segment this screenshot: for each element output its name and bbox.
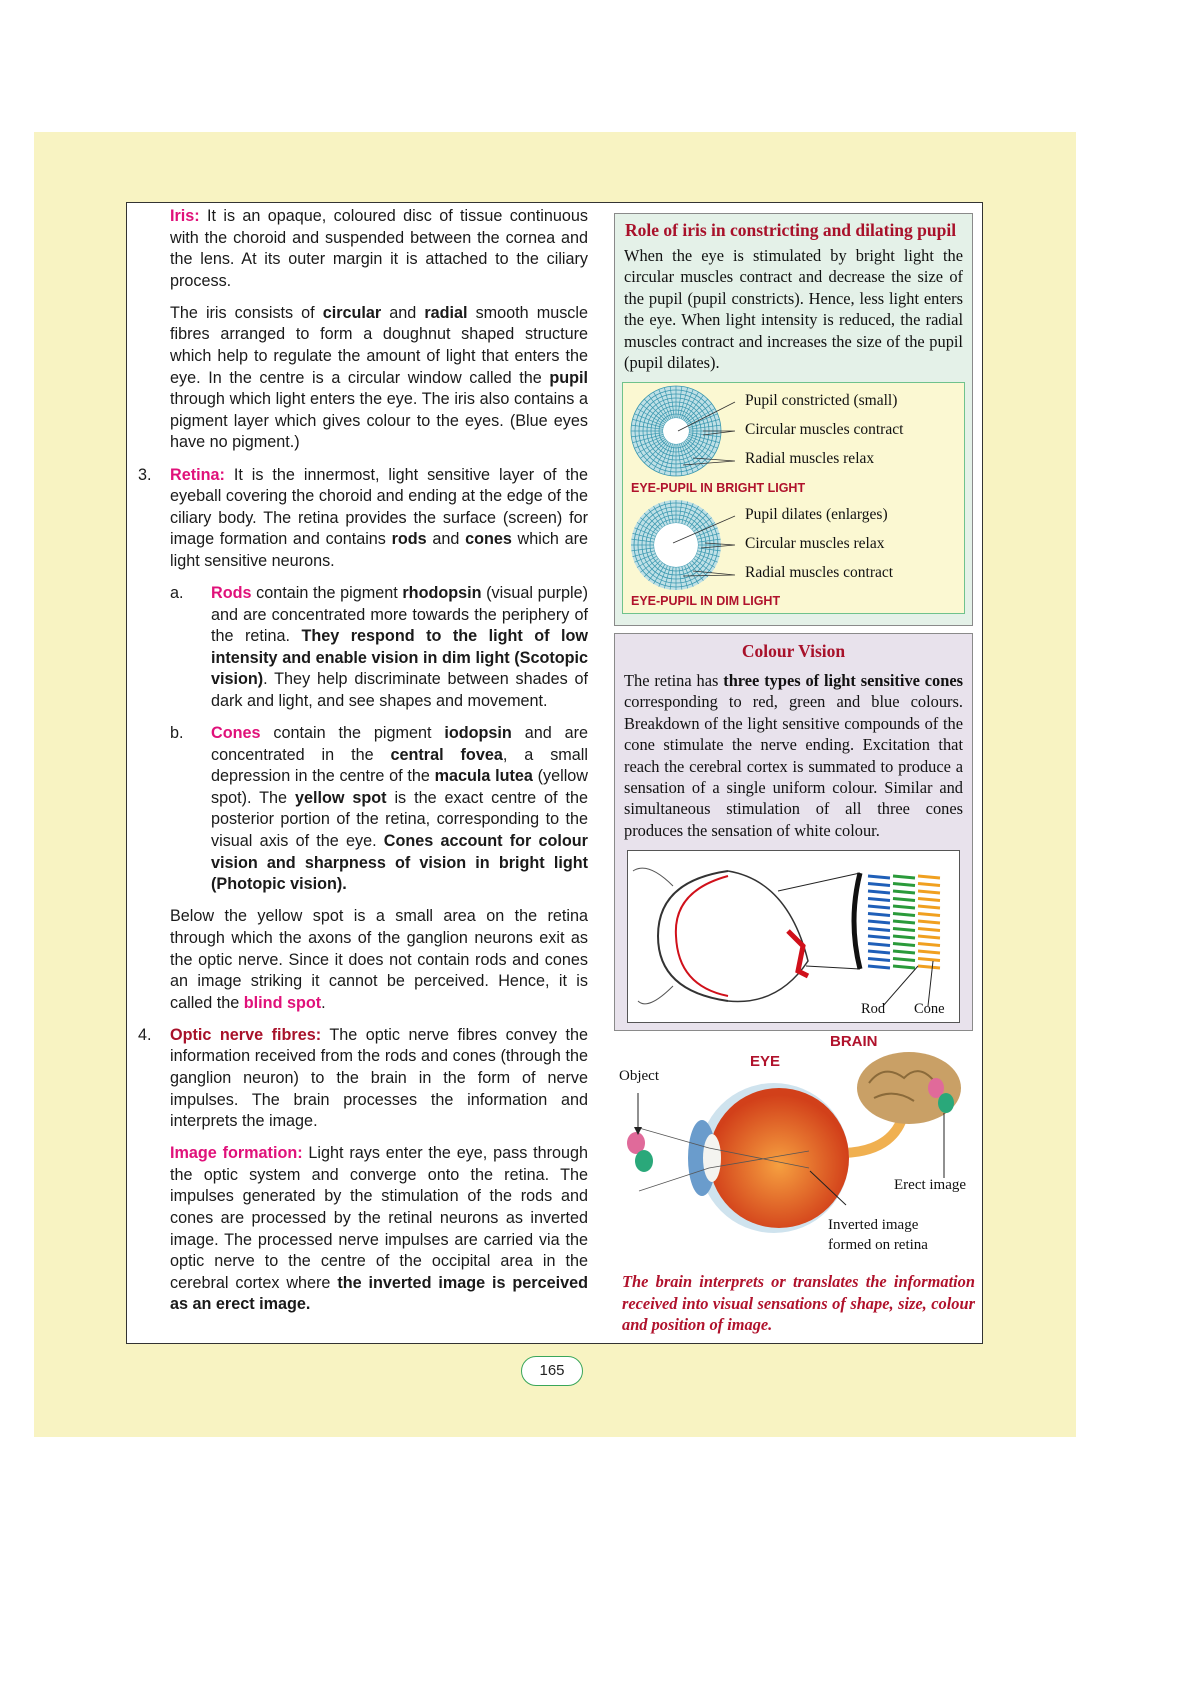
highlighted-term: the inverted image is perceived as an erect image.	[170, 1273, 588, 1314]
paragraph	[138, 206, 588, 292]
retinal-cell	[868, 951, 890, 953]
highlighted-term: blind spot	[243, 993, 322, 1012]
text: It is the innermost, light sensitive layer of the eyeball covering the choroid and ending at the edge of the ciliary body. The retina provides the surface (screen) for image formation and contains	[170, 465, 588, 549]
text: contain the pigment	[260, 724, 445, 743]
caption-dim-light: EYE-PUPIL IN DIM LIGHT	[631, 594, 781, 608]
list-number: a.	[170, 584, 184, 602]
retinal-cell	[893, 884, 915, 886]
left-column-text	[138, 206, 588, 1327]
highlighted-term: pupil	[549, 368, 588, 387]
retinal-cell	[918, 966, 940, 968]
paragraph	[138, 303, 588, 454]
text: Light rays enter the eye, pass through the optic system and converge onto the retina. The impulses generated by the stimulation of the rods and cones are processed by the retinal neurons as inverted image. The processed nerve impulses are carried via the optic nerve to the centre of the occipital area in the cerebral cortex where	[170, 1144, 588, 1292]
retina-cells-illustration	[627, 850, 960, 1023]
retinal-cell	[893, 959, 915, 961]
text: . They help discriminate between shades of dark and light, and see shapes and movement.	[211, 670, 588, 710]
highlighted-term: Retina:	[170, 465, 225, 484]
retinal-cell	[893, 891, 915, 893]
text: corresponding to red, green and blue colours. Breakdown of the light sensitive compounds of the cone stimulate the nerve ending. Excitation that reach the cerebral cortex is summated to produce a sensation of a single uniform colour. Similar and simultaneous stimulation of all three cones produces the sensation of white colour.	[624, 692, 963, 840]
text: (yellow spot). The	[211, 767, 588, 807]
retinal-cell	[868, 966, 890, 968]
text: It is an opaque, coloured disc of tissue continuous with the choroid and suspended between the cornea and the lens. At its outer margin it is attached to the ciliary process.	[170, 207, 588, 290]
highlighted-term: central fovea	[390, 745, 503, 764]
label-inverted-image: Inverted image	[828, 1217, 919, 1233]
text: contain the pigment	[251, 584, 403, 602]
label-circular-relax: Circular muscles relax	[745, 535, 885, 552]
retinal-cell	[893, 966, 915, 968]
eye-section-drawing	[628, 851, 959, 1022]
retinal-cell	[918, 884, 940, 886]
text: which are light sensitive neurons.	[170, 530, 588, 570]
colour-vision-box	[614, 633, 973, 1031]
retinal-cell	[918, 876, 940, 878]
retinal-cell	[868, 936, 890, 938]
page-number: 165	[521, 1356, 583, 1386]
paragraph	[138, 465, 588, 573]
eye-brain-illustration	[614, 1033, 976, 1268]
retinal-cell	[918, 929, 940, 931]
brain	[857, 1052, 961, 1124]
pupil	[654, 523, 698, 567]
highlighted-term: yellow spot	[294, 788, 387, 807]
retinal-cell	[893, 929, 915, 931]
retinal-cell	[893, 876, 915, 878]
label-rod: Rod	[861, 1001, 886, 1017]
text: .	[321, 993, 326, 1012]
retinal-cell	[868, 884, 890, 886]
pupil	[663, 418, 689, 444]
text: The iris consists of	[170, 303, 323, 322]
label-pupil-constricted: Pupil constricted (small)	[745, 392, 898, 409]
list-number: 3.	[138, 465, 152, 484]
retinal-cell	[918, 944, 940, 946]
retinal-cell	[918, 891, 940, 893]
eye-brain-figure	[614, 1033, 976, 1268]
highlighted-term: rods	[391, 530, 427, 549]
label-formed-on-retina: formed on retina	[828, 1237, 928, 1253]
retinal-cell	[893, 936, 915, 938]
highlighted-term: circular	[322, 303, 382, 322]
highlighted-term: rhodopsin	[402, 584, 482, 602]
label-radial-relax: Radial muscles relax	[745, 450, 875, 467]
iris-box-text: When the eye is stimulated by bright light the circular muscles contract and decrease the size of the pupil (pupil constricts). Hence, less light enters the eye. When light intensity is reduced, the radial muscles contract and increases the size of the pupil (pupil dilates).	[624, 246, 963, 373]
label-object: Object	[619, 1068, 659, 1084]
text: The optic nerve fibres convey the information received from the rods and cones (through the ganglion neuron) to the brain in the form of nerve impulses. The brain processes the information and interprets the image.	[170, 1025, 588, 1131]
label-pupil-dilates: Pupil dilates (enlarges)	[745, 506, 888, 523]
text: Below the yellow spot is a small area on the retina through which the axons of the ganglion neurons exit as the optic nerve. Since it does not contain rods and cones an image striking it cannot be perceived. Hence, it is called the	[170, 907, 588, 1012]
highlighted-term: Rods	[211, 584, 252, 602]
label-erect-image: Erect image	[894, 1177, 967, 1193]
retinal-cell	[893, 951, 915, 953]
label-cone: Cone	[914, 1001, 945, 1017]
text: , a small depression in the centre of the	[211, 745, 588, 786]
highlighted-term: radial	[424, 303, 468, 322]
text: (visual purple) and are concentrated more towards the periphery of the retina.	[211, 584, 588, 646]
paragraph	[138, 583, 588, 713]
retinal-cell	[868, 921, 890, 923]
retinal-cell	[918, 921, 940, 923]
paragraph	[138, 1025, 588, 1133]
paragraph	[138, 1143, 588, 1316]
retinal-cell	[868, 891, 890, 893]
retinal-cell	[868, 899, 890, 901]
highlighted-term: cones	[465, 530, 512, 549]
highlighted-term: Optic nerve fibres:	[170, 1025, 322, 1044]
colour-box-title: Colour Vision	[741, 641, 846, 661]
retinal-cell	[918, 914, 940, 916]
label-radial-contract: Radial muscles contract	[745, 564, 894, 581]
highlighted-term: Cones account for colour vision and sharpness of vision in bright light (Photopic vision).	[211, 832, 588, 894]
retinal-cell	[918, 906, 940, 908]
text: through which light enters the eye. The iris also contains a pigment layer which gives colour to the eyes. (Blue eyes have no pigment.)	[170, 390, 588, 452]
label-brain: BRAIN	[830, 1033, 878, 1050]
paragraph	[138, 723, 588, 896]
retinal-cell	[868, 876, 890, 878]
retinal-cell	[893, 914, 915, 916]
text: is the exact centre of the posterior portion of the retina, corresponding to the visual axis of the eye.	[211, 788, 588, 851]
retinal-cell	[893, 899, 915, 901]
retinal-cell	[868, 914, 890, 916]
retinal-cell	[868, 959, 890, 961]
label-eye: EYE	[750, 1053, 781, 1070]
text: The retina has	[624, 671, 724, 690]
bold-text: three types of light sensitive cones	[723, 671, 964, 690]
paragraph	[138, 906, 588, 1014]
retinal-cell	[893, 944, 915, 946]
text: smooth muscle fibres arranged to form a doughnut shaped structure which help to regulate the amount of light that enters the eye. In the centre is a circular window called the	[170, 303, 588, 387]
retinal-cell	[893, 921, 915, 923]
iris-role-box	[614, 213, 973, 626]
retinal-cell	[918, 899, 940, 901]
colour-box-text	[624, 670, 963, 841]
caption-bright-light: EYE-PUPIL IN BRIGHT LIGHT	[631, 481, 806, 495]
figure-caption: The brain interprets or translates the information received into visual sensations of shape, size, colour and position of image.	[622, 1272, 975, 1335]
highlighted-term: Iris:	[170, 207, 200, 225]
retinal-cell	[868, 944, 890, 946]
iris-dim-diagram	[631, 500, 721, 590]
highlighted-term: Image formation:	[170, 1144, 303, 1163]
highlighted-term: Cones	[211, 724, 261, 743]
highlighted-term: They respond to the light of low intensity and enable vision in dim light (Scotopic vision)	[211, 627, 588, 689]
list-number: b.	[170, 724, 184, 743]
pupil-diagram-box	[622, 382, 965, 614]
text: and	[381, 303, 425, 322]
retinal-cell	[868, 929, 890, 931]
highlighted-term: iodopsin	[444, 724, 512, 743]
highlighted-term: macula lutea	[434, 767, 533, 786]
text: and are concentrated in the	[211, 724, 588, 764]
list-number: 4.	[138, 1025, 152, 1044]
label-circular-contract: Circular muscles contract	[745, 421, 904, 438]
text: and	[426, 530, 466, 549]
retinal-cell	[918, 951, 940, 953]
retinal-cell	[918, 959, 940, 961]
iris-box-title: Role of iris in constricting and dilating pupil	[625, 220, 957, 240]
retinal-cell	[868, 906, 890, 908]
retinal-cell	[918, 936, 940, 938]
retinal-cell	[893, 906, 915, 908]
